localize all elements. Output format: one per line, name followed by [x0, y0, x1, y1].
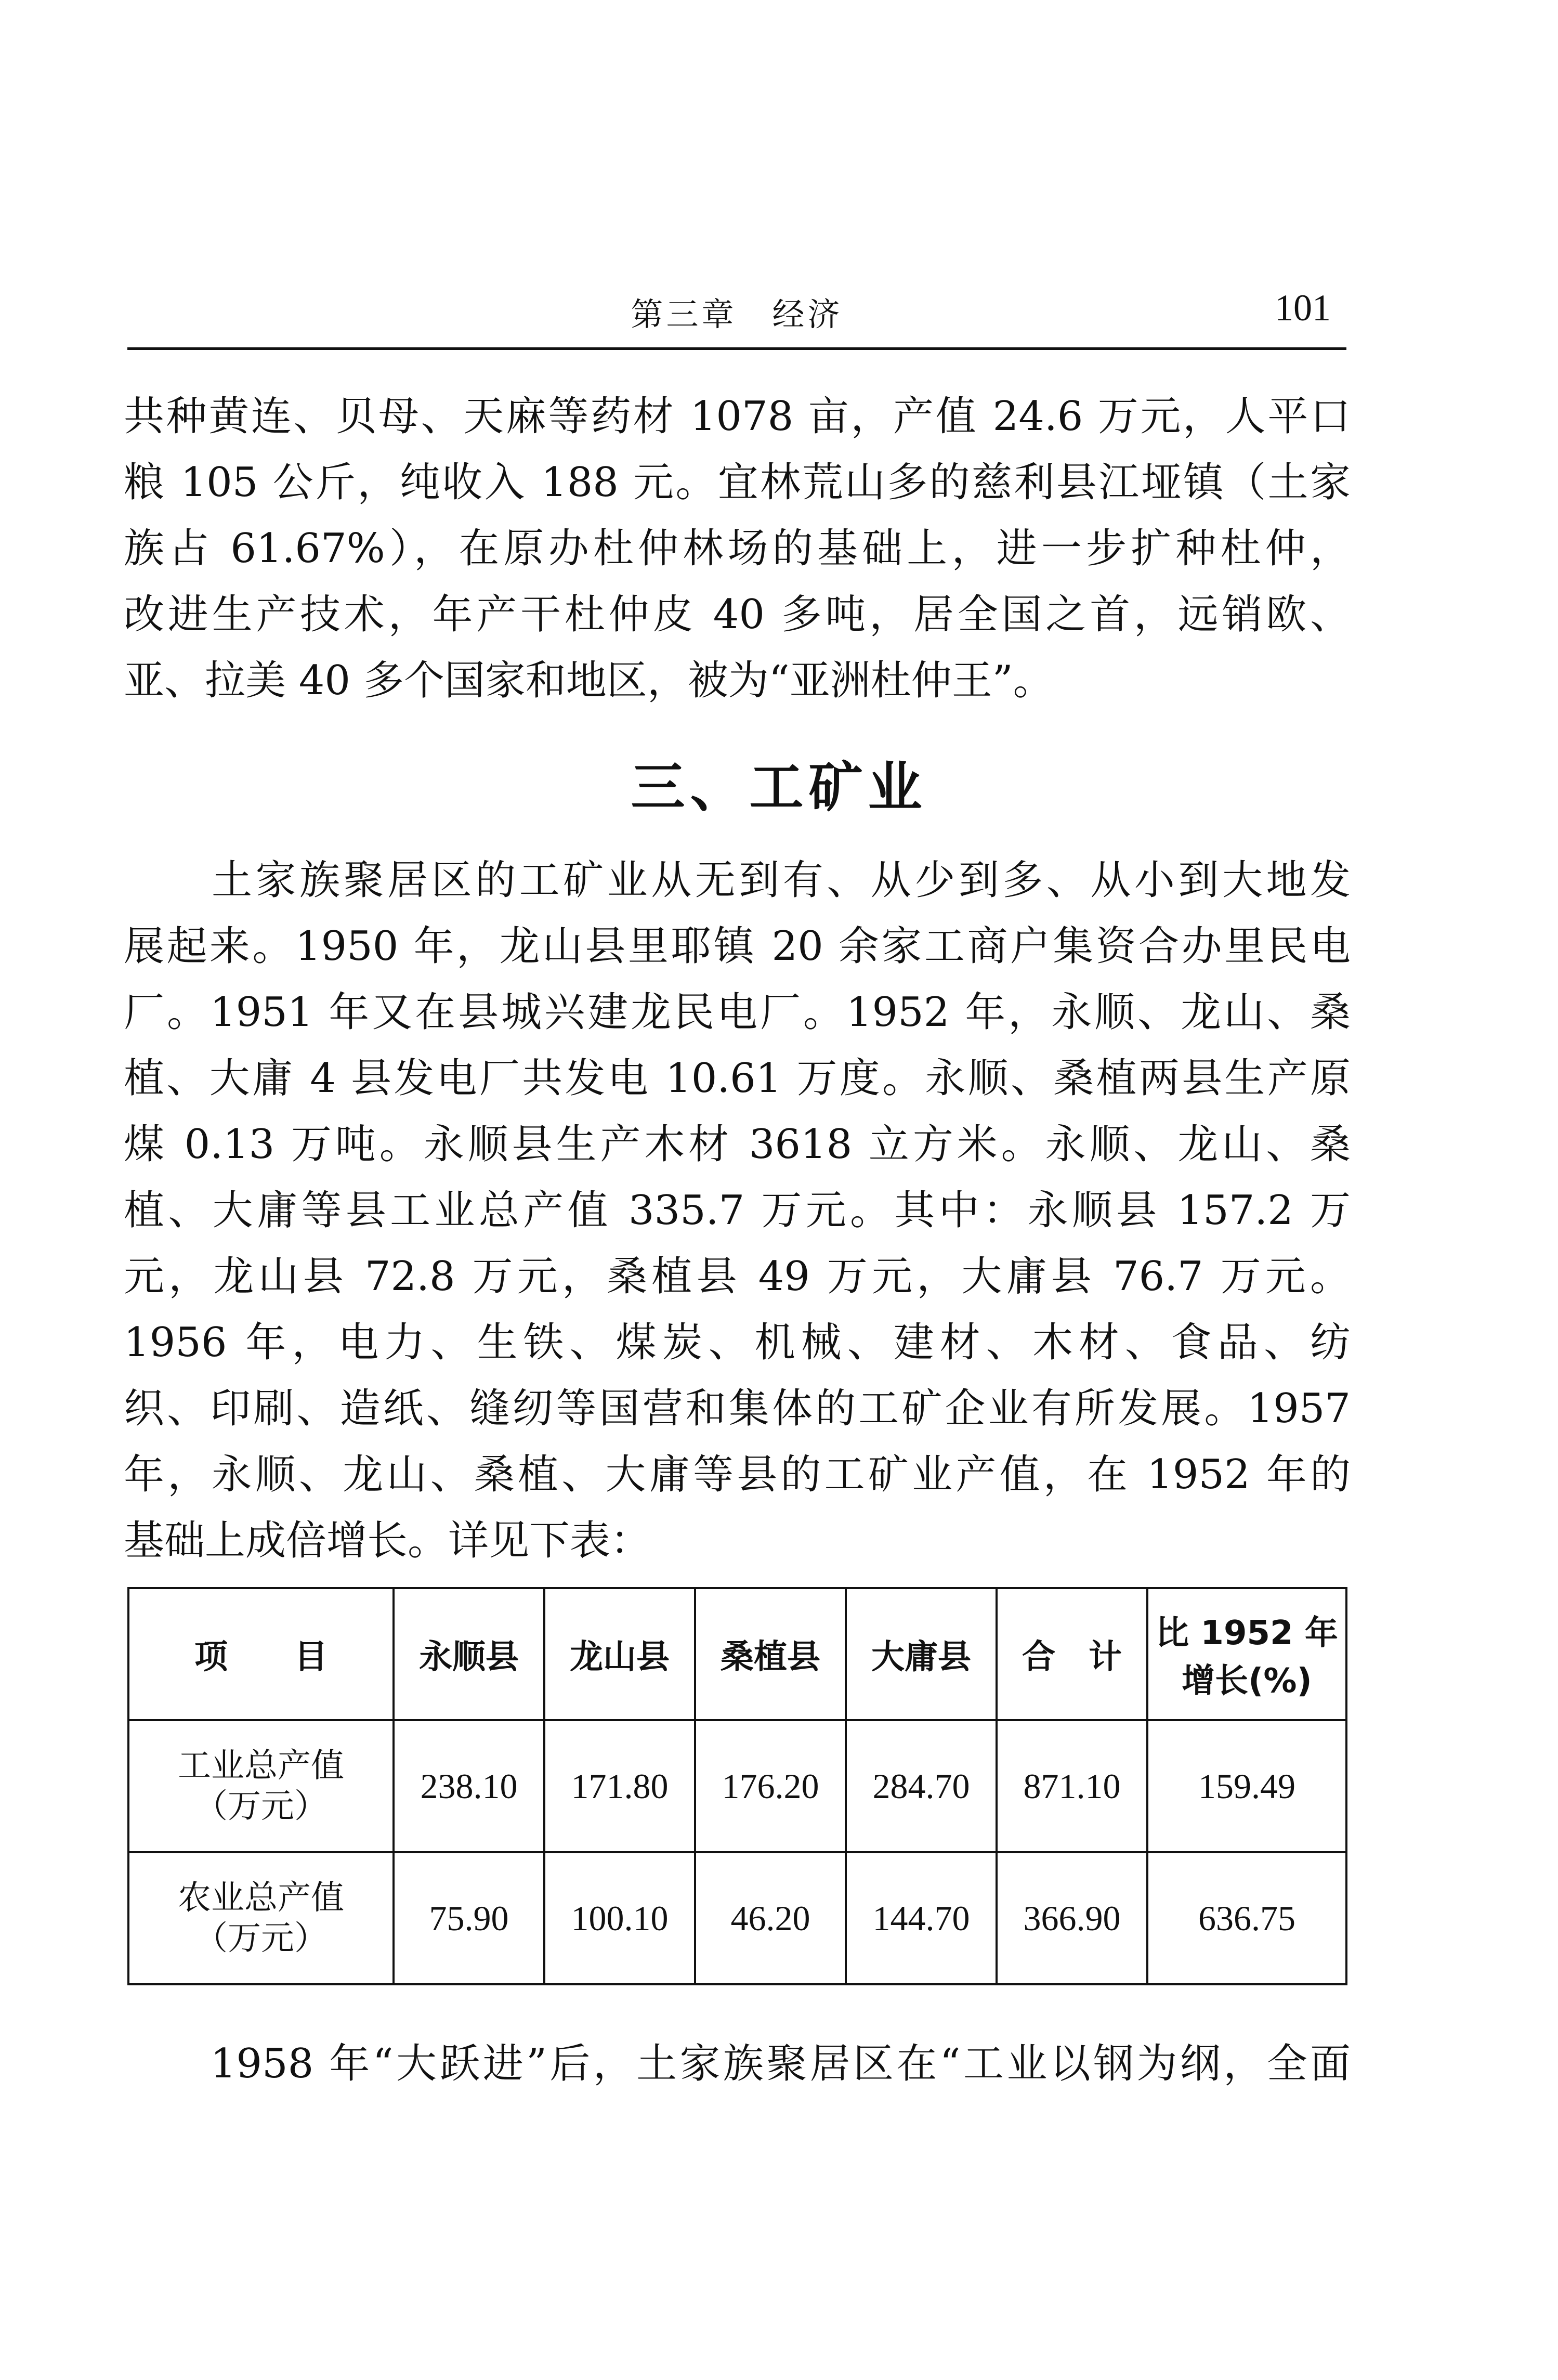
paragraph-line: 煤 0.13 万吨。永顺县生产木材 3618 立方米。永顺、龙山、桑 — [124, 1121, 1351, 1168]
table-row — [128, 1852, 1346, 1984]
table-header-cell: 龙山县 — [544, 1588, 695, 1720]
table-header-cell — [1147, 1588, 1346, 1720]
paragraph-line: 族占 61.67%），在原办杜仲林场的基础上，进一步扩种杜仲， — [124, 525, 1351, 572]
page-number: 101 — [1275, 287, 1331, 329]
table-cell: 871.10 — [997, 1720, 1147, 1852]
paragraph-line: 植、大庸 4 县发电厂共发电 10.61 万度。永顺、桑植两县生产原 — [124, 1055, 1351, 1102]
table-cell: 100.10 — [544, 1852, 695, 1984]
table-cell: 238.10 — [394, 1720, 544, 1852]
header-rule — [127, 347, 1346, 350]
table-cell: 159.49 — [1147, 1720, 1346, 1852]
table-header-cell: 项 目 — [128, 1588, 394, 1720]
page-header — [127, 283, 1346, 333]
paragraph-line: 基础上成倍增长。详见下表： — [124, 1517, 651, 1564]
table-header-cell: 桑植县 — [695, 1588, 846, 1720]
paragraph-line: 土家族聚居区的工矿业从无到有、从少到多、从小到大地发 — [124, 857, 1351, 904]
paragraph-1 — [124, 384, 1351, 714]
chapter-title: 第三章 经济 — [631, 295, 843, 333]
table-cell: 75.90 — [394, 1852, 544, 1984]
paragraph-line: 年，永顺、龙山、桑植、大庸等县的工矿业产值，在 1952 年的 — [124, 1451, 1351, 1498]
paragraph-line: 厂。1951 年又在县城兴建龙民电厂。1952 年，永顺、龙山、桑 — [124, 989, 1351, 1036]
row-label — [128, 1852, 394, 1984]
paragraph-line: 共种黄连、贝母、天麻等药材 1078 亩，产值 24.6 万元，人平口 — [124, 393, 1351, 440]
table-header-row — [128, 1588, 1346, 1720]
table-cell: 284.70 — [846, 1720, 997, 1852]
section-heading: 三、工矿业 — [631, 756, 927, 819]
row-label-line: （万元） — [194, 1787, 328, 1826]
row-label-line: 工业总产值 — [178, 1747, 344, 1785]
table-header-line: 比 1952 年 — [1156, 1614, 1338, 1653]
paragraph-2 — [124, 848, 1351, 1574]
table-header-cell: 永顺县 — [394, 1588, 544, 1720]
output-value-table — [127, 1587, 1347, 1985]
row-label-line: （万元） — [194, 1919, 328, 1958]
table-cell: 176.20 — [695, 1720, 846, 1852]
row-label — [128, 1720, 394, 1852]
row-label-line: 农业总产值 — [178, 1879, 344, 1917]
paragraph-line: 粮 105 公斤，纯收入 188 元。宜林荒山多的慈利县江垭镇（土家 — [124, 459, 1351, 506]
paragraph-line: 植、大庸等县工业总产值 335.7 万元。其中：永顺县 157.2 万 — [124, 1187, 1351, 1234]
table-cell: 144.70 — [846, 1852, 997, 1984]
table-cell: 171.80 — [544, 1720, 695, 1852]
table-header-cell: 合 计 — [997, 1588, 1147, 1720]
table-cell: 46.20 — [695, 1852, 846, 1984]
paragraph-line: 1956 年，电力、生铁、煤炭、机械、建材、木材、食品、纺 — [124, 1319, 1351, 1366]
paragraph-line: 展起来。1950 年，龙山县里耶镇 20 余家工商户集资合办里民电 — [124, 923, 1351, 970]
table-cell: 366.90 — [997, 1852, 1147, 1984]
table-cell: 636.75 — [1147, 1852, 1346, 1984]
paragraph-line: 改进生产技术，年产干杜仲皮 40 多吨，居全国之首，远销欧、 — [124, 591, 1351, 638]
table-header-cell: 大庸县 — [846, 1588, 997, 1720]
table-row — [128, 1720, 1346, 1852]
paragraph-line: 1958 年“大跃进”后，土家族聚居区在“工业以钢为纲，全面 — [124, 2040, 1351, 2087]
paragraph-line: 亚、拉美 40 多个国家和地区，被为“亚洲杜仲王”。 — [124, 657, 1054, 704]
paragraph-line: 元，龙山县 72.8 万元，桑植县 49 万元，大庸县 76.7 万元。 — [124, 1253, 1351, 1300]
paragraph-line: 织、印刷、造纸、缝纫等国营和集体的工矿企业有所发展。1957 — [124, 1385, 1351, 1432]
paragraph-3 — [124, 2031, 1351, 2097]
table-header-line: 增长(%) — [1182, 1662, 1312, 1700]
